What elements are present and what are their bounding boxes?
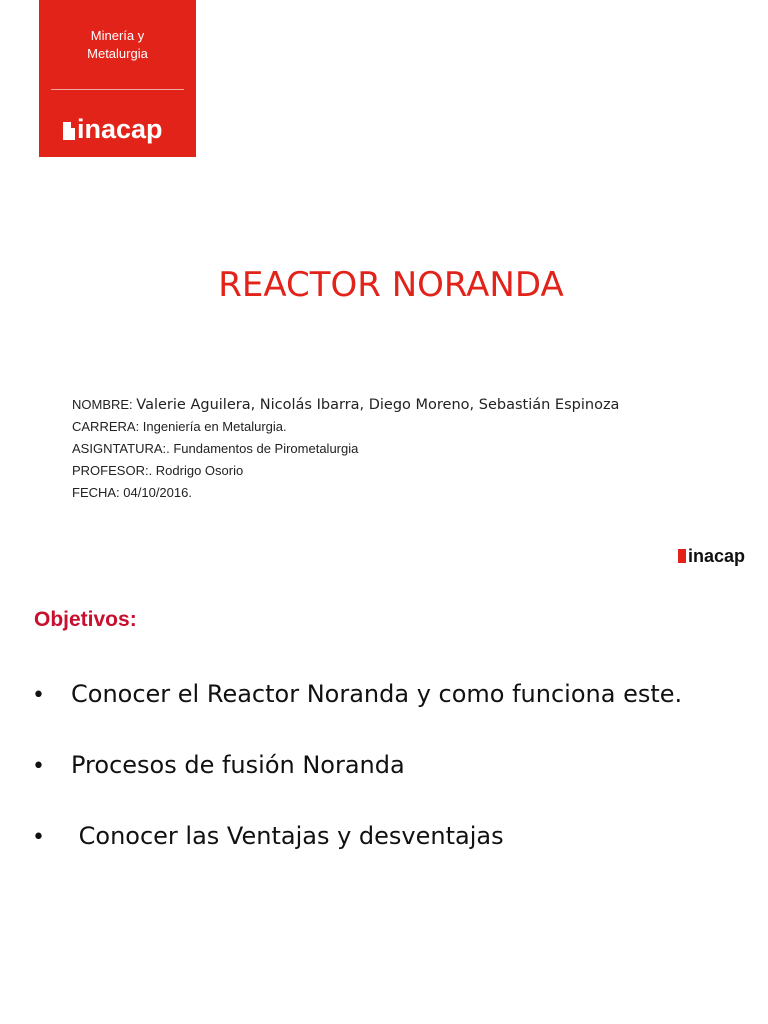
nombre-value: Valerie Aguilera, Nicolás Ibarra, Diego Moreno, Sebastián Espinoza <box>136 397 620 413</box>
nombre-label: NOMBRE: <box>72 397 133 412</box>
nombre-row <box>72 394 619 416</box>
profesor-row: PROFESOR:. Rodrigo Osorio <box>72 463 244 478</box>
department-line-1: Minería y <box>90 28 145 43</box>
asignatura-row: ASIGNTATURA:. Fundamentos de Pirometalurgia <box>72 441 359 456</box>
logo-mark-small-icon <box>678 549 686 563</box>
list-item <box>32 822 682 893</box>
inacap-logo-small <box>678 546 745 566</box>
list-item <box>32 751 682 822</box>
objectives-list <box>32 680 682 893</box>
objectives-heading: Objetivos: <box>34 608 137 631</box>
bullet-icon: • <box>32 754 45 779</box>
bullet-icon: • <box>32 683 45 708</box>
carrera-row: CARRERA: Ingeniería en Metalurgia. <box>72 419 287 434</box>
objectives-slide <box>0 578 768 1024</box>
brand-divider <box>51 89 184 90</box>
logo-mark-icon <box>63 122 75 140</box>
logo-text: inacap <box>77 114 163 144</box>
fecha-row: FECHA: 04/10/2016. <box>72 485 192 500</box>
logo-small-text: inacap <box>688 546 746 566</box>
slide-title: REACTOR NORANDA <box>218 265 564 305</box>
department-line-2: Metalurgia <box>87 46 148 61</box>
brand-block <box>39 0 196 157</box>
department-label <box>39 27 196 63</box>
bullet-text: Procesos de fusión Noranda <box>71 751 405 779</box>
student-info <box>72 394 619 504</box>
inacap-logo <box>63 110 163 144</box>
list-item <box>32 680 682 751</box>
bullet-icon: • <box>32 825 45 850</box>
bullet-text: Conocer las Ventajas y desventajas <box>71 822 504 850</box>
bullet-text: Conocer el Reactor Noranda y como funciona este. <box>71 680 683 708</box>
